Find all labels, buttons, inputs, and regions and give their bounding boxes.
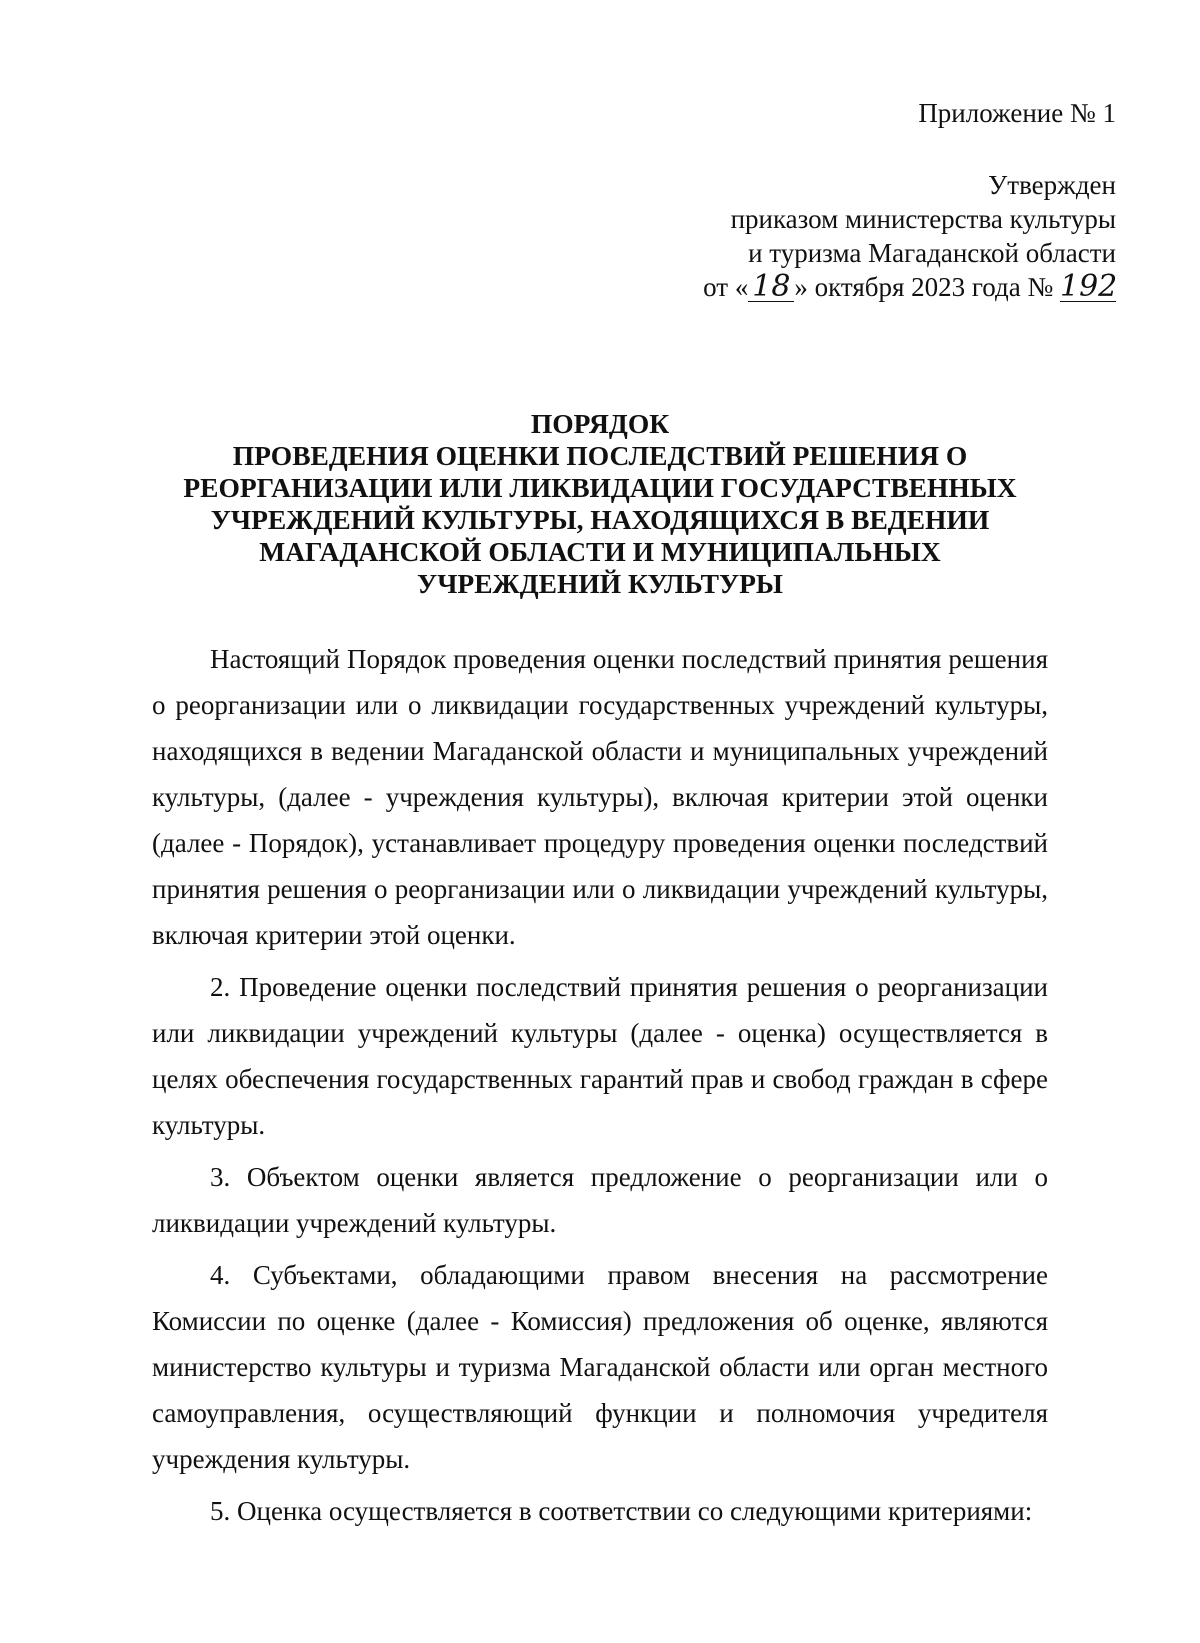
document-title — [150, 408, 1050, 600]
title-line: РЕОРГАНИЗАЦИИ ИЛИ ЛИКВИДАЦИИ ГОСУДАРСТВЕННЫХ — [183, 472, 1017, 503]
document-body — [152, 636, 1048, 1534]
handwritten-day: 18 — [748, 273, 794, 302]
title-line: МАГАДАНСКОЙ ОБЛАСТИ И МУНИЦИПАЛЬНЫХ — [259, 536, 941, 567]
date-prefix: от « — [703, 272, 749, 302]
approved-line: приказом министерства культуры — [730, 204, 1116, 234]
body-paragraph: 2. Проведение оценки последствий принятия решения о реорганизации или ликвидации учреждений культуры (далее - оценка) осуществляется в целях обеспечения государственных гарантий прав и свобод граждан в сфере культуры. — [152, 972, 1048, 1140]
title-line: УЧРЕЖДЕНИЙ КУЛЬТУРЫ, НАХОДЯЩИХСЯ В ВЕДЕНИИ — [210, 504, 990, 535]
title-line: ПРОВЕДЕНИЯ ОЦЕНКИ ПОСЛЕДСТВИЙ РЕШЕНИЯ О — [232, 440, 968, 471]
approved-line: Утвержден — [988, 170, 1116, 200]
body-paragraph: 4. Субъектами, обладающими правом внесения на рассмотрение Комиссии по оценке (далее - Комиссия) предложения об оценке, являются министерство культуры и туризма Магаданской области или орган местного самоуправления, осуществляющий функции и полномочия учредителя учреждения культуры. — [152, 1260, 1048, 1474]
body-paragraph: Настоящий Порядок проведения оценки последствий принятия решения о реорганизации или о ликвидации государственных учреждений культуры, находящихся в ведении Магаданской области и муниципальных учреждений культуры, (далее - учреждения культуры), включая критерии этой оценки (далее - Порядок), устанавливает процедуру проведения оценки последствий принятия решения о реорганизации или о ликвидации учреждений культуры, включая критерии этой оценки. — [152, 644, 1048, 950]
title-line: УЧРЕЖДЕНИЙ КУЛЬТУРЫ — [417, 568, 783, 599]
annex-label: Приложение № 1 — [918, 98, 1116, 128]
handwritten-order-number: 192 — [1060, 269, 1118, 304]
body-paragraph: 5. Оценка осуществляется в соответствии со следующими критериями: — [210, 1496, 1033, 1526]
date-middle: » октября 2023 года № — [794, 272, 1054, 302]
body-paragraph: 3. Объектом оценки является предложение о реорганизации или о ликвидации учреждений культуры. — [152, 1162, 1048, 1238]
order-date-line — [596, 270, 1116, 304]
approval-header — [596, 96, 1116, 304]
title-line: ПОРЯДОК — [530, 408, 670, 439]
approved-line: и туризма Магаданской области — [748, 238, 1116, 268]
